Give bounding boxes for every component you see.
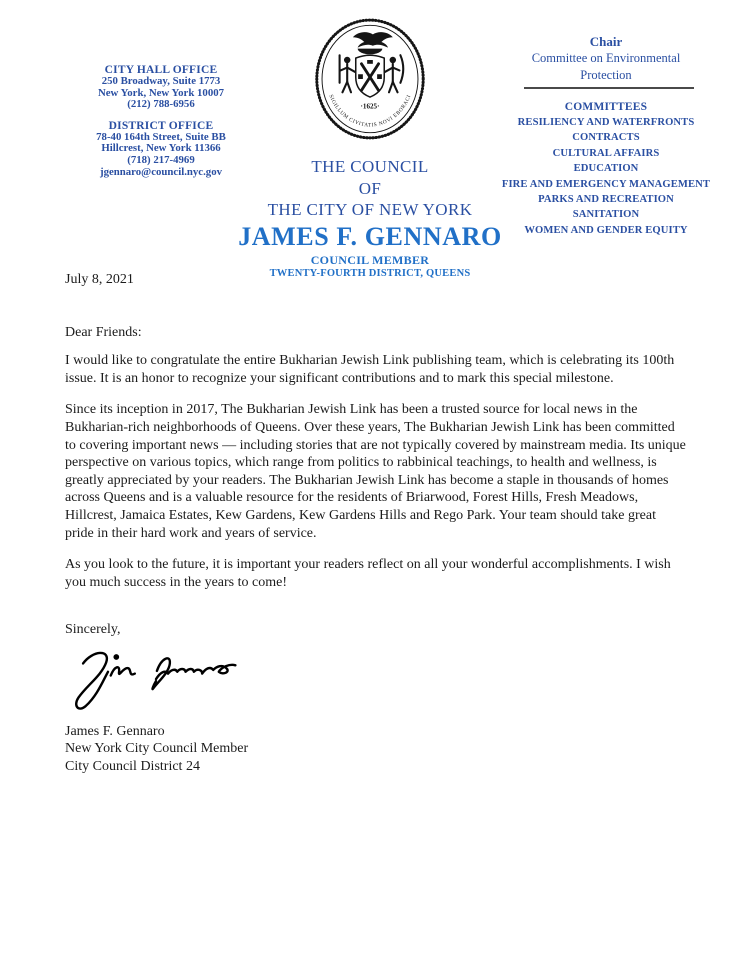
committee-item: FIRE AND EMERGENCY MANAGEMENT [501,178,711,190]
committee-item: RESILIENCY AND WATERFRONTS [517,117,695,128]
council-line: THE COUNCIL [311,157,429,176]
city-hall-phone: (212) 788-6956 [127,98,195,111]
chair-committee-line: Protection [580,68,632,82]
member-name: JAMES F. GENNARO [238,222,502,251]
paragraph: I would like to congratulate the entire Bukharian Jewish Link publishing team, which is celebrating its 100th issue. It is an honor to recognize your significant contributions and to mark this special milestone. [65,353,675,386]
committee-item: EDUCATION [573,163,639,175]
signature-script-icon [65,645,247,717]
chair-divider-rule [524,87,694,89]
chair-label: Chair [589,34,623,49]
member-district: TWENTY-FOURTH DISTRICT, QUEENS [269,268,471,279]
district-office-title: DISTRICT OFFICE [108,119,214,132]
seal-hemisphere [358,49,383,55]
signer-title: New York City Council Member [65,741,249,757]
committee-item: SANITATION [572,209,640,221]
signer-district: City Council District 24 [65,758,200,774]
nyc-seal-icon [313,14,427,144]
district-address-line: Hillcrest, New York 11366 [101,142,221,155]
committees-heading: COMMITTEES [564,101,648,113]
nyc-seal [313,14,427,144]
committees-list [494,99,718,238]
committee-item: WOMEN AND GENDER EQUITY [524,224,688,236]
seal-sailor-figure [340,55,356,92]
closing: Sincerely, [65,622,121,638]
paragraph: Since its inception in 2017, The Bukharian Jewish Link has been a trusted source for local news in the Bukharian-rich neighborhoods of Queens. Over these years, The Bukharian Jewish Link has been committed to covering important news — including stories that are not typically covered by mainstream media. Its unique perspective on various topics, which range from politics to rabbinical teachings, to health and wellness, is greatly appreciated by your readers. The Bukharian Jewish Link has become a staple in thousands of homes across Queens and is a valuable resource for the residents of Briarwood, Forest Hills, Fresh Meadows, Hillcrest, Jamaica Estates, Kew Gardens, Kew Gardens Hills and Rego Park. Your team should take great pride in their hard work and years of service. [65,402,686,541]
salutation: Dear Friends: [65,324,142,340]
council-line: THE CITY OF NEW YORK [267,200,473,219]
chair-block [498,33,714,84]
chair-committee-line: Committee on Environmental [531,51,681,65]
city-hall-address-line: 250 Broadway, Suite 1773 [101,75,221,87]
committee-item: CULTURAL AFFAIRS [552,147,660,159]
city-hall-address-line: New York, New York 10007 [97,86,225,99]
signer-name: James F. Gennaro [65,723,165,739]
member-title: COUNCIL MEMBER [310,253,430,267]
letter-date: July 8, 2021 [65,272,134,287]
paragraph: As you look to the future, it is important your readers reflect on all your wonderful accomplishments. I wish you much success in the years to come! [65,557,671,590]
seal-lenape-figure [384,55,403,92]
seal-eagle [353,30,393,48]
district-phone: (718) 217-4969 [127,153,195,166]
seal-legend: SIGILLUM CIVITATIS NOVI EBORACI [327,93,413,129]
committee-item: CONTRACTS [572,132,640,144]
city-hall-office-title: CITY HALL OFFICE [104,64,218,76]
district-address-line: 78-40 164th Street, Suite BB [96,130,226,143]
committee-item: PARKS AND RECREATION [538,194,674,206]
council-title [220,156,520,221]
letter-body [65,271,687,775]
email-address: jgennaro@council.nyc.gov [99,165,222,178]
council-line: OF [358,178,382,198]
spacer [55,111,267,120]
seal-year: ·1625· [360,102,380,111]
